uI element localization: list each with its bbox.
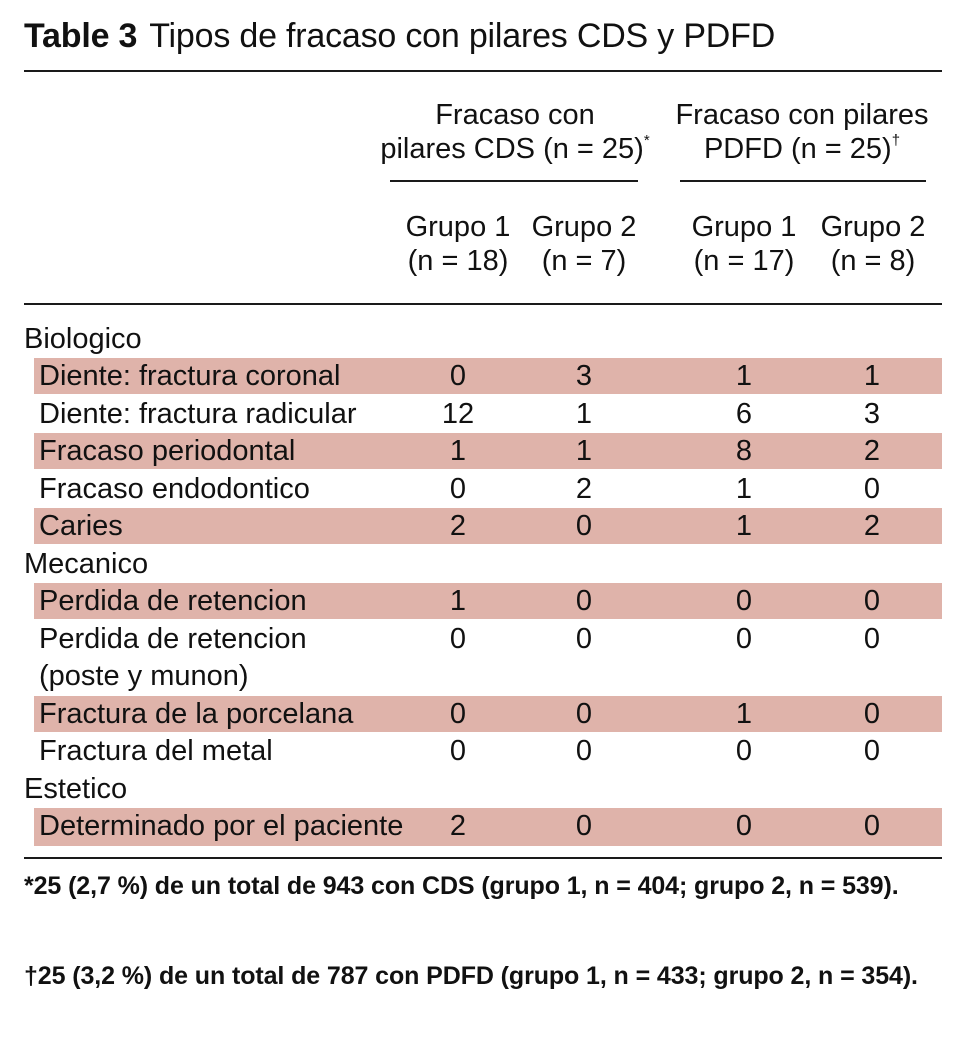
table-row xyxy=(34,808,942,846)
footnote-cds: *25 (2,7 %) de un total de 943 con CDS (grupo 1, n = 404; grupo 2, n = 539). xyxy=(24,872,899,900)
cell-value: 0 xyxy=(449,473,467,505)
cell-value: 8 xyxy=(735,435,753,467)
cell-value: 0 xyxy=(575,810,593,842)
cell-value: 2 xyxy=(449,510,467,542)
group-header-cds xyxy=(380,98,650,166)
column-header xyxy=(680,210,808,278)
cell-value: 0 xyxy=(575,623,593,655)
column-name: Grupo 2 xyxy=(531,211,637,243)
row-label: Perdida de retencion xyxy=(39,623,307,655)
cell-value: 0 xyxy=(735,585,753,617)
cell-value: 0 xyxy=(449,698,467,730)
cell-value: 12 xyxy=(441,398,475,430)
table-bottom-rule xyxy=(24,857,942,859)
cell-value: 0 xyxy=(575,585,593,617)
column-n: (n = 18) xyxy=(407,245,509,277)
table-row xyxy=(34,433,942,469)
table-caption: Tipos de fracaso con pilares CDS y PDFD xyxy=(149,17,776,55)
cell-value: 1 xyxy=(449,435,467,467)
cell-value: 3 xyxy=(575,360,593,392)
group-header-pdfd-line2: PDFD (n = 25)† xyxy=(703,132,901,165)
group-header-cds-line2: pilares CDS (n = 25)* xyxy=(380,132,650,165)
column-n: (n = 17) xyxy=(693,245,795,277)
row-label: Fracaso endodontico xyxy=(39,473,310,505)
column-name: Grupo 2 xyxy=(820,211,926,243)
cell-value: 0 xyxy=(735,735,753,767)
footnote-mark-asterisk: * xyxy=(643,132,650,149)
cell-value: 1 xyxy=(735,473,753,505)
section-biologico: Biologico xyxy=(24,323,142,355)
cell-value: 2 xyxy=(575,473,593,505)
cds-header-rule xyxy=(390,180,638,182)
column-header xyxy=(518,210,650,278)
cell-value: 0 xyxy=(449,735,467,767)
footnote-mark-dagger: † xyxy=(891,132,901,149)
cell-value: 0 xyxy=(575,510,593,542)
row-label: Diente: fractura coronal xyxy=(39,360,341,392)
cell-value: 0 xyxy=(863,473,881,505)
column-header xyxy=(808,210,938,278)
cell-value: 0 xyxy=(575,698,593,730)
cell-value: 0 xyxy=(575,735,593,767)
section-estetico: Estetico xyxy=(24,773,128,805)
row-label: Caries xyxy=(39,510,123,542)
row-label: Determinado por el paciente xyxy=(39,810,404,842)
cell-value: 0 xyxy=(863,735,881,767)
cell-value: 2 xyxy=(863,435,881,467)
column-n: (n = 7) xyxy=(541,245,627,277)
pdfd-header-rule xyxy=(680,180,926,182)
row-label: Fractura del metal xyxy=(39,735,273,767)
table-row xyxy=(34,508,942,544)
row-label: Fracaso periodontal xyxy=(39,435,296,467)
cell-value: 6 xyxy=(735,398,753,430)
cell-value: 0 xyxy=(449,360,467,392)
column-name: Grupo 1 xyxy=(405,211,511,243)
cell-value: 0 xyxy=(863,585,881,617)
cell-value: 1 xyxy=(575,398,593,430)
table-number: Table 3 xyxy=(24,17,138,55)
group-header-pdfd xyxy=(664,98,940,166)
cell-value: 1 xyxy=(735,510,753,542)
cell-value: 1 xyxy=(863,360,881,392)
row-label: Perdida de retencion xyxy=(39,585,307,617)
table-row xyxy=(34,583,942,619)
cell-value: 0 xyxy=(863,623,881,655)
table-title xyxy=(24,14,775,58)
cell-value: 1 xyxy=(449,585,467,617)
header-bottom-rule xyxy=(24,303,942,305)
column-header xyxy=(394,210,522,278)
cell-value: 0 xyxy=(735,623,753,655)
cell-value: 2 xyxy=(449,810,467,842)
cell-value: 1 xyxy=(735,698,753,730)
cell-value: 3 xyxy=(863,398,881,430)
cell-value: 1 xyxy=(575,435,593,467)
column-n: (n = 8) xyxy=(830,245,916,277)
table-row xyxy=(34,358,942,394)
section-mecanico: Mecanico xyxy=(24,548,149,580)
group-header-cds-line1: Fracaso con xyxy=(435,99,595,131)
group-header-pdfd-line1: Fracaso con pilares xyxy=(675,99,929,131)
table-row xyxy=(34,621,942,695)
table-row xyxy=(34,471,942,507)
row-label: Fractura de la porcelana xyxy=(39,698,354,730)
top-rule xyxy=(24,70,942,72)
row-label-continued: (poste y munon) xyxy=(39,660,249,692)
table-row xyxy=(34,733,942,769)
footnote-pdfd: †25 (3,2 %) de un total de 787 con PDFD (grupo 1, n = 433; grupo 2, n = 354). xyxy=(24,962,918,990)
cell-value: 0 xyxy=(863,810,881,842)
cell-value: 0 xyxy=(735,810,753,842)
table-row xyxy=(34,696,942,732)
cell-value: 0 xyxy=(863,698,881,730)
row-label: Diente: fractura radicular xyxy=(39,398,357,430)
cell-value: 1 xyxy=(735,360,753,392)
cell-value: 2 xyxy=(863,510,881,542)
cell-value: 0 xyxy=(449,623,467,655)
column-name: Grupo 1 xyxy=(691,211,797,243)
table-row xyxy=(34,396,942,432)
